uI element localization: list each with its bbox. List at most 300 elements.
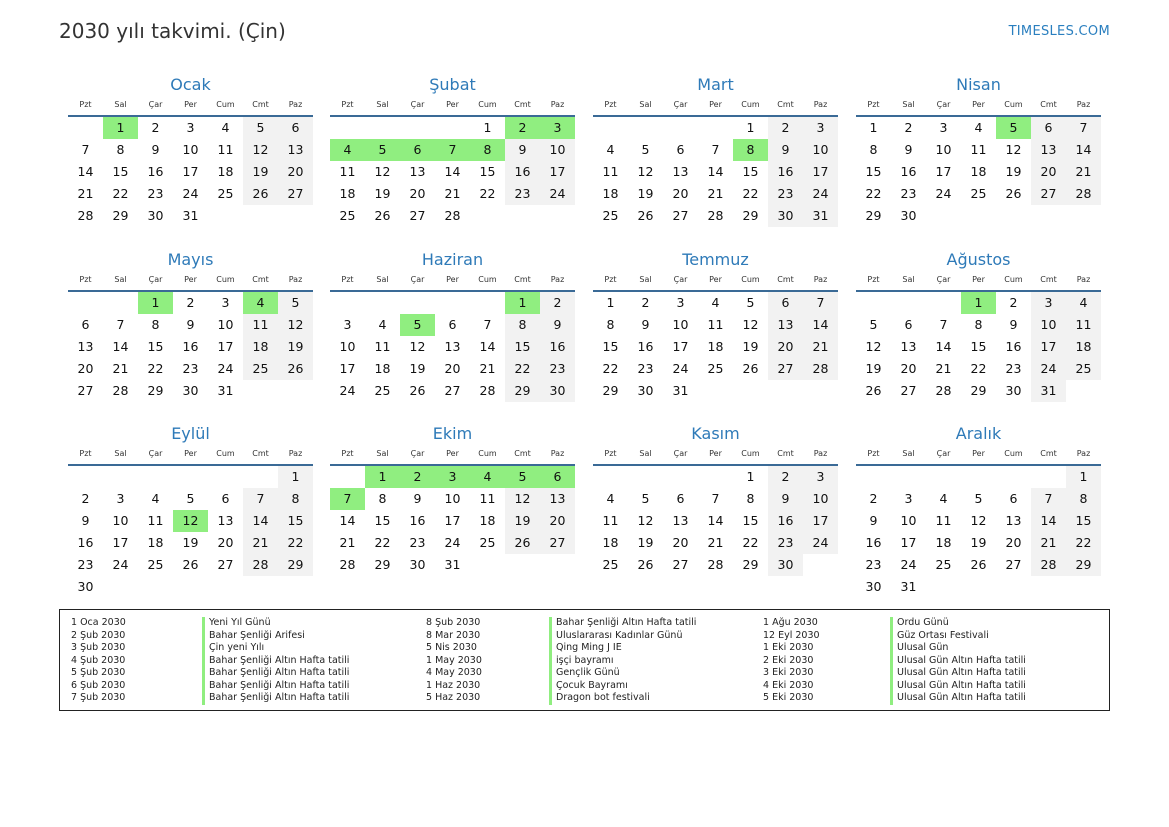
day-cell: 13 (278, 139, 313, 161)
day-cell: 2 (768, 117, 803, 139)
weekday-label: Sal (114, 100, 127, 109)
day-cell: 18 (479, 513, 496, 528)
day-cell: 27 (409, 208, 426, 223)
weekday-label: Cum (1004, 100, 1023, 109)
legend-date: 6 Şub 2030 (71, 679, 126, 691)
month-block (330, 74, 575, 249)
weekday-label: Sal (639, 449, 652, 458)
weekday-label: Pzt (341, 100, 354, 109)
day-cell: 13 (77, 339, 94, 354)
day-cell: 12 (1005, 142, 1022, 157)
legend-holiday-name: Ulusal Gün Altın Hafta tatili (890, 680, 1026, 693)
day-cell: 10 (803, 488, 838, 510)
day-cell: 27 (444, 383, 461, 398)
day-cell: 18 (1066, 336, 1101, 358)
day-cell: 19 (505, 510, 540, 532)
day-cell: 20 (444, 361, 461, 376)
day-cell: 2 (186, 295, 195, 310)
day-cell: 19 (409, 361, 426, 376)
day-cell: 15 (742, 164, 759, 179)
day-cell: 12 (637, 513, 654, 528)
holiday-day-cell: 7 (435, 139, 470, 161)
day-cell: 28 (1066, 183, 1101, 205)
weekday-label: Cmt (1040, 275, 1057, 284)
site-link[interactable]: TIMESLES.COM (1008, 24, 1110, 39)
day-cell: 26 (865, 383, 882, 398)
day-cell: 30 (1005, 383, 1022, 398)
day-cell: 11 (147, 513, 164, 528)
day-cell: 27 (900, 383, 917, 398)
day-cell: 8 (378, 491, 387, 506)
month-name: Şubat (429, 75, 476, 94)
holiday-day-cell: 7 (330, 488, 365, 510)
day-cell: 18 (602, 535, 619, 550)
day-cell: 5 (869, 317, 878, 332)
legend-names-col-2 (549, 617, 696, 705)
day-cell: 3 (116, 491, 125, 506)
day-cell: 8 (151, 317, 160, 332)
day-cell: 16 (768, 510, 803, 532)
day-cell: 15 (374, 513, 391, 528)
day-cell: 28 (243, 554, 278, 576)
day-cell: 20 (672, 535, 689, 550)
weekday-label: Çar (410, 449, 425, 458)
holiday-day-cell: 5 (996, 117, 1031, 139)
legend-date: 5 Haz 2030 (426, 692, 481, 703)
day-cell: 21 (803, 336, 838, 358)
month-name: Kasım (691, 424, 740, 443)
day-cell: 15 (505, 336, 540, 358)
day-cell: 2 (768, 466, 803, 488)
day-cell: 24 (900, 557, 917, 572)
day-cell: 5 (641, 142, 650, 157)
day-cell: 14 (1066, 139, 1101, 161)
day-cell: 28 (803, 358, 838, 380)
legend-date: 4 Şub 2030 (71, 654, 126, 666)
day-cell: 11 (1066, 314, 1101, 336)
day-cell: 13 (217, 513, 234, 528)
day-cell: 1 (278, 466, 313, 488)
day-cell: 1 (869, 120, 878, 135)
weekday-label: Çar (148, 100, 163, 109)
day-cell: 17 (182, 164, 199, 179)
day-cell: 17 (339, 361, 356, 376)
month-name: Ekim (432, 424, 473, 443)
weekday-label: Çar (936, 275, 951, 284)
day-cell: 10 (339, 339, 356, 354)
day-cell: 9 (505, 139, 540, 161)
day-cell: 21 (77, 186, 94, 201)
month-block (68, 423, 313, 598)
day-cell: 6 (221, 491, 230, 506)
legend-names-col-3 (890, 617, 1026, 705)
holiday-day-cell: 6 (400, 139, 435, 161)
month-name: Haziran (421, 250, 484, 269)
weekday-header (68, 447, 313, 461)
holiday-day-cell: 8 (733, 139, 768, 161)
day-cell: 25 (147, 557, 164, 572)
month-name: Ağustos (946, 250, 1011, 269)
day-cell: 8 (116, 142, 125, 157)
day-cell: 9 (540, 314, 575, 336)
day-cell: 19 (182, 535, 199, 550)
day-cell: 5 (243, 117, 278, 139)
weekday-label: Paz (813, 100, 828, 109)
day-cell: 10 (1031, 314, 1066, 336)
day-cell: 25 (339, 208, 356, 223)
legend-dates-col-3 (763, 617, 820, 705)
month-block (593, 74, 838, 249)
day-cell: 14 (1031, 510, 1066, 532)
day-cell: 6 (448, 317, 457, 332)
holiday-day-cell: 1 (505, 292, 540, 314)
day-cell: 26 (278, 358, 313, 380)
legend-date: 4 Eki 2030 (763, 679, 814, 691)
day-cell: 13 (1005, 513, 1022, 528)
day-cell: 28 (444, 208, 461, 223)
weekday-label: Cum (478, 100, 497, 109)
day-cell: 10 (672, 317, 689, 332)
legend-date: 5 Eki 2030 (763, 692, 814, 703)
weekday-label: Çar (410, 275, 425, 284)
legend-holiday-name: Ordu Günü (890, 617, 1026, 630)
day-cell: 26 (243, 183, 278, 205)
day-cell: 8 (974, 317, 983, 332)
weekday-label: Sal (639, 100, 652, 109)
days-grid (68, 292, 313, 424)
day-cell: 9 (81, 513, 90, 528)
day-cell: 24 (339, 383, 356, 398)
holiday-day-cell: 3 (540, 117, 575, 139)
day-cell: 3 (803, 117, 838, 139)
day-cell: 12 (970, 513, 987, 528)
day-cell: 27 (540, 532, 575, 554)
day-cell: 9 (1009, 317, 1018, 332)
weekday-label: Cum (741, 100, 760, 109)
weekday-label: Paz (288, 100, 303, 109)
legend-holiday-name: Bahar Şenliği Altın Hafta tatili (202, 692, 349, 705)
weekday-label: Cmt (252, 449, 269, 458)
weekday-label: Per (184, 449, 197, 458)
day-cell: 21 (243, 532, 278, 554)
day-cell: 21 (339, 535, 356, 550)
day-cell: 24 (540, 183, 575, 205)
weekday-label: Cmt (514, 449, 531, 458)
days-grid (593, 466, 838, 598)
holiday-legend (59, 609, 1110, 711)
day-cell: 26 (637, 557, 654, 572)
day-cell: 1 (606, 295, 615, 310)
day-cell: 19 (637, 535, 654, 550)
legend-date: 3 Şub 2030 (71, 642, 126, 653)
day-cell: 18 (243, 336, 278, 358)
day-cell: 12 (637, 164, 654, 179)
weekday-label: Cmt (514, 100, 531, 109)
day-cell: 31 (182, 208, 199, 223)
legend-holiday-name: Bahar Şenliği Altın Hafta tatili (549, 617, 696, 630)
weekday-label: Cum (1004, 449, 1023, 458)
legend-dates-col-1 (71, 617, 126, 705)
day-cell: 17 (1031, 336, 1066, 358)
day-cell: 4 (939, 491, 948, 506)
legend-holiday-name: Yeni Yıl Günü (202, 617, 349, 630)
day-cell: 10 (217, 317, 234, 332)
day-cell: 12 (278, 314, 313, 336)
weekday-label: Paz (550, 275, 565, 284)
day-cell: 13 (672, 164, 689, 179)
holiday-day-cell: 1 (138, 292, 173, 314)
day-cell: 29 (1066, 554, 1101, 576)
weekday-label: Per (972, 100, 985, 109)
day-cell: 11 (217, 142, 234, 157)
day-cell: 6 (1031, 117, 1066, 139)
weekday-label: Sal (639, 275, 652, 284)
day-cell: 26 (970, 557, 987, 572)
day-cell: 27 (672, 208, 689, 223)
day-cell: 6 (81, 317, 90, 332)
day-cell: 4 (378, 317, 387, 332)
day-cell: 23 (768, 183, 803, 205)
day-cell: 27 (768, 358, 803, 380)
weekday-label: Cum (478, 449, 497, 458)
day-cell: 24 (672, 361, 689, 376)
day-cell: 28 (707, 557, 724, 572)
day-cell: 28 (707, 208, 724, 223)
legend-holiday-name: Qing Ming J IE (549, 642, 696, 655)
day-cell: 7 (1066, 117, 1101, 139)
day-cell: 2 (540, 292, 575, 314)
weekday-label: Pzt (341, 449, 354, 458)
day-cell: 11 (339, 164, 356, 179)
day-cell: 2 (869, 491, 878, 506)
day-cell: 18 (339, 186, 356, 201)
legend-dates-col-2 (426, 617, 482, 705)
day-cell: 9 (641, 317, 650, 332)
day-cell: 30 (77, 579, 94, 594)
weekday-label: Paz (288, 449, 303, 458)
day-cell: 11 (707, 317, 724, 332)
day-cell: 10 (900, 513, 917, 528)
legend-holiday-name: Bahar Şenliği Arifesi (202, 630, 349, 643)
day-cell: 26 (1005, 186, 1022, 201)
day-cell: 4 (974, 120, 983, 135)
holiday-day-cell: 12 (173, 510, 208, 532)
holiday-day-cell: 6 (540, 466, 575, 488)
day-cell: 31 (803, 205, 838, 227)
day-cell: 2 (904, 120, 913, 135)
day-cell: 2 (641, 295, 650, 310)
day-cell: 13 (1031, 139, 1066, 161)
day-cell: 10 (444, 491, 461, 506)
day-cell: 15 (278, 510, 313, 532)
weekday-label: Cum (478, 275, 497, 284)
days-grid (856, 292, 1101, 424)
day-cell: 3 (676, 295, 685, 310)
day-cell: 7 (483, 317, 492, 332)
day-cell: 16 (1005, 339, 1022, 354)
day-cell: 21 (935, 361, 952, 376)
legend-holiday-name: Çin yeni Yılı (202, 642, 349, 655)
day-cell: 12 (505, 488, 540, 510)
day-cell: 20 (768, 336, 803, 358)
weekday-header (330, 447, 575, 461)
legend-names-col-1 (202, 617, 349, 705)
legend-holiday-name: Güz Ortası Festivali (890, 630, 1026, 643)
day-cell: 23 (637, 361, 654, 376)
holiday-day-cell: 1 (365, 466, 400, 488)
day-cell: 26 (182, 557, 199, 572)
day-cell: 25 (602, 557, 619, 572)
day-cell: 17 (803, 510, 838, 532)
day-cell: 21 (1066, 161, 1101, 183)
legend-holiday-name: Gençlik Günü (549, 667, 696, 680)
day-cell: 21 (1031, 532, 1066, 554)
day-cell: 27 (278, 183, 313, 205)
day-cell: 14 (444, 164, 461, 179)
days-grid (593, 117, 838, 249)
weekday-header (593, 98, 838, 112)
weekday-label: Cum (216, 449, 235, 458)
day-cell: 9 (186, 317, 195, 332)
day-cell: 11 (935, 513, 952, 528)
weekday-label: Pzt (79, 275, 92, 284)
day-cell: 22 (374, 535, 391, 550)
legend-date: 1 Eki 2030 (763, 642, 814, 653)
day-cell: 13 (672, 513, 689, 528)
day-cell: 11 (479, 491, 496, 506)
day-cell: 3 (803, 466, 838, 488)
day-cell: 17 (935, 164, 952, 179)
day-cell: 19 (374, 186, 391, 201)
day-cell: 10 (935, 142, 952, 157)
day-cell: 14 (803, 314, 838, 336)
day-cell: 23 (147, 186, 164, 201)
legend-date: 1 May 2030 (426, 654, 482, 666)
day-cell: 29 (147, 383, 164, 398)
day-cell: 16 (637, 339, 654, 354)
weekday-label: Pzt (867, 449, 880, 458)
legend-holiday-name: Bahar Şenliği Altın Hafta tatili (202, 667, 349, 680)
day-cell: 17 (900, 535, 917, 550)
month-block (856, 74, 1101, 249)
days-grid (330, 117, 575, 249)
day-cell: 17 (803, 161, 838, 183)
weekday-label: Cum (741, 275, 760, 284)
day-cell: 15 (479, 164, 496, 179)
day-cell: 25 (602, 208, 619, 223)
day-cell: 7 (243, 488, 278, 510)
day-cell: 16 (77, 535, 94, 550)
day-cell: 29 (602, 383, 619, 398)
month-name: Eylül (171, 424, 210, 443)
day-cell: 17 (672, 339, 689, 354)
weekday-label: Per (446, 275, 459, 284)
day-cell: 9 (413, 491, 422, 506)
day-cell: 23 (409, 535, 426, 550)
day-cell: 7 (803, 292, 838, 314)
weekday-header (330, 273, 575, 287)
holiday-day-cell: 2 (400, 466, 435, 488)
day-cell: 25 (217, 186, 234, 201)
day-cell: 8 (278, 488, 313, 510)
day-cell: 24 (803, 532, 838, 554)
day-cell: 6 (1009, 491, 1018, 506)
day-cell: 20 (672, 186, 689, 201)
day-cell: 16 (540, 336, 575, 358)
day-cell: 25 (243, 358, 278, 380)
weekday-header (856, 273, 1101, 287)
day-cell: 19 (637, 186, 654, 201)
weekday-label: Sal (114, 275, 127, 284)
day-cell: 29 (112, 208, 129, 223)
day-cell: 18 (970, 164, 987, 179)
weekday-label: Per (184, 100, 197, 109)
day-cell: 19 (970, 535, 987, 550)
month-block (593, 249, 838, 424)
day-cell: 11 (602, 513, 619, 528)
days-grid (68, 466, 313, 598)
days-grid (856, 466, 1101, 598)
weekday-label: Per (972, 449, 985, 458)
day-cell: 30 (900, 208, 917, 223)
weekday-label: Çar (148, 449, 163, 458)
legend-date: 2 Şub 2030 (71, 629, 126, 641)
holiday-day-cell: 1 (961, 292, 996, 314)
day-cell: 23 (505, 183, 540, 205)
day-cell: 20 (900, 361, 917, 376)
holiday-day-cell: 5 (505, 466, 540, 488)
day-cell: 15 (147, 339, 164, 354)
legend-date: 1 Oca 2030 (71, 617, 126, 628)
day-cell: 14 (339, 513, 356, 528)
day-cell: 17 (217, 339, 234, 354)
weekday-header (593, 273, 838, 287)
day-cell: 29 (865, 208, 882, 223)
day-cell: 23 (768, 532, 803, 554)
weekday-label: Pzt (604, 275, 617, 284)
day-cell: 3 (904, 491, 913, 506)
legend-holiday-name: Ulusal Gün Altın Hafta tatili (890, 667, 1026, 680)
weekday-label: Cmt (777, 275, 794, 284)
day-cell: 18 (374, 361, 391, 376)
weekday-label: Per (972, 275, 985, 284)
legend-holiday-name: Uluslararası Kadınlar Günü (549, 630, 696, 643)
day-cell: 14 (77, 164, 94, 179)
day-cell: 25 (970, 186, 987, 201)
day-cell: 1 (746, 120, 755, 135)
weekday-label: Cum (216, 275, 235, 284)
day-cell: 20 (278, 161, 313, 183)
month-block (68, 74, 313, 249)
legend-date: 5 Nis 2030 (426, 642, 477, 653)
day-cell: 4 (606, 491, 615, 506)
legend-date: 1 Ağu 2030 (763, 617, 818, 628)
weekday-label: Pzt (79, 100, 92, 109)
month-block (330, 249, 575, 424)
weekday-label: Çar (673, 100, 688, 109)
month-name: Nisan (956, 75, 1001, 94)
day-cell: 16 (182, 339, 199, 354)
day-cell: 26 (742, 361, 759, 376)
day-cell: 24 (112, 557, 129, 572)
weekday-label: Sal (902, 449, 915, 458)
day-cell: 19 (278, 336, 313, 358)
day-cell: 6 (768, 292, 803, 314)
day-cell: 7 (81, 142, 90, 157)
day-cell: 27 (217, 557, 234, 572)
day-cell: 21 (707, 186, 724, 201)
legend-holiday-name: Bahar Şenliği Altın Hafta tatili (202, 680, 349, 693)
